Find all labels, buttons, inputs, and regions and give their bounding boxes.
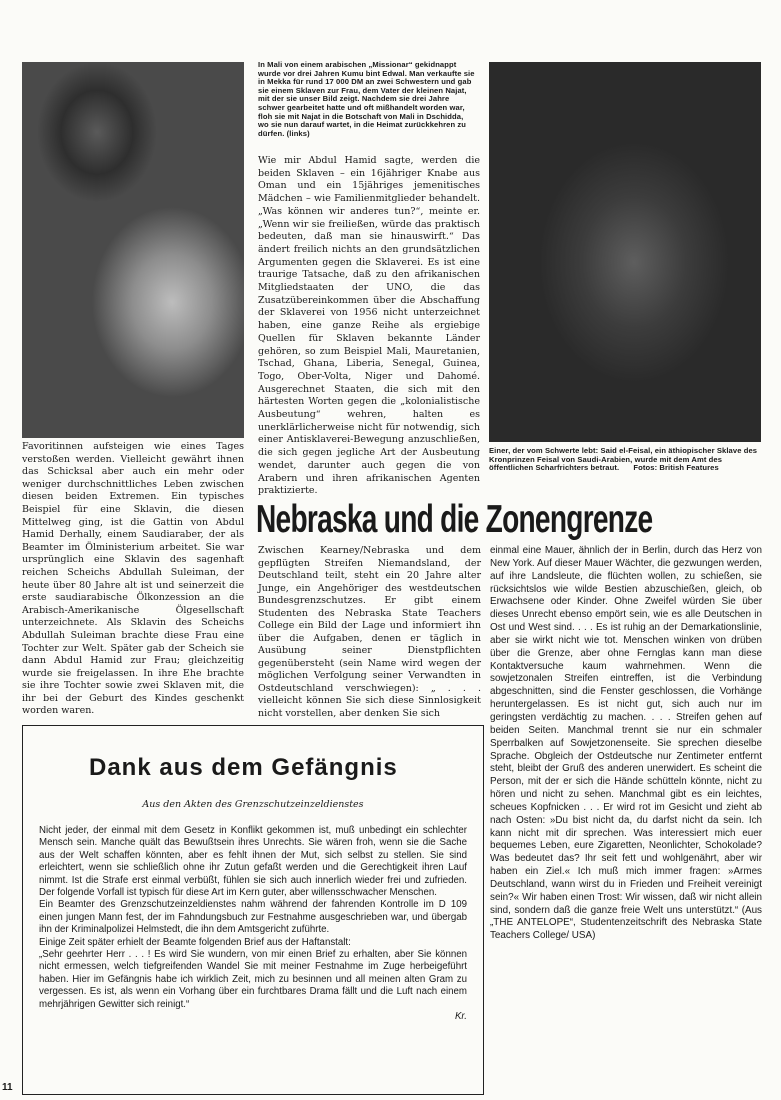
photo-executioner-portrait xyxy=(489,62,761,442)
box-paragraph: Ein Beamter des Grenzschutzeinzeldienstes nahm während der fahrenden Kontrolle im D 109 einen jungen Mann fest, der im Fahndungsbuch zur Festnahme ausgeschrieben war, und übergab ihn der Kriminalpolizei Helmstedt, die ihn dem Amtsgericht zuführte. xyxy=(39,899,467,936)
box-title: Dank aus dem Gefängnis xyxy=(89,754,398,781)
sidebar-box xyxy=(22,725,484,1095)
box-subtitle: Aus den Akten des Grenzschutzeinzeldienstes xyxy=(142,799,364,810)
middle-column-text: Wie mir Abdul Hamid sagte, werden die beiden Sklaven – ein 16jähriger Knabe aus Oman und ein 15jähriges jemenitisches Mädchen – wie Familienmitglieder behandelt. „Was können wir anderes tun?“, meinte er. „Wenn wir sie freiließen, würde das praktisch bedeuten, daß man sie hinauswirft.“ Das ändert freilich nichts an den grundsätzlichen Argumenten gegen die Sklaverei. Es ist eine traurige Tatsache, daß zu den afrikanischen Mitgliedstaaten der UNO, die das Zusatzübereinkommen über die Abschaffung der Sklaverei von 1956 nicht unterzeichnet haben, eine ganze Reihe als ergiebige Quellen für Sklaven bekannte Länder gehören, so zum Beispiel Mali, Mauretanien, Tschad, Ghana, Liberia, Senegal, Guinea, Togo, Ober-Volta, Niger und Dahomé. Ausgerechnet Staaten, die sich mit den härtesten Worten gegen die „kolonialistische Ausbeutung“ wehren, halten es unerklärlicherweise nicht für notwendig, sich einer Antisklaverei-Bewegung anzuschließen, die sich gegen jegliche Art der Ausbeutung wendet, darunter auch gegen die von Arabern und ihren afrikanischen Agenten praktizierte. xyxy=(258,155,480,497)
box-signature: Kr. xyxy=(454,1011,467,1023)
page-number: 11 xyxy=(2,1082,13,1093)
photo-caption-right: Einer, der vom Schwerte lebt: Said el-Feisal, ein äthiopischer Sklave des Kronprinzen Feisal von Saudi-Arabien, wurde mit dem Amt des öffentlichen Scharfrichters betraut. xyxy=(489,446,758,473)
box-paragraph: Einige Zeit später erhielt der Beamte folgenden Brief aus der Haftanstalt: xyxy=(39,936,351,948)
nebraska-column-2: einmal eine Mauer, ähnlich der in Berlin, durch das Herz von New York. Auf dieser Mauer Wächter, die gezwungen werden, auf ihre Landsleute, die flüchten wollen, zu schießen, sie rücksichtslos wie wilde Bestien abzuschießen, gleich, ob Erwachsene oder Kinder. Ohne Zweifel würden Sie über dieses Unrecht ebenso empört sein, wie es alle Deutschen in Ost und West sind. . . . Es ist ruhig an der Demarkationslinie, aber sie wirkt nicht wie tot. Menschen winken von drüben über die Grenze, aber ohne Fernglas kann man diese Kontaktversuche kaum wahrnehmen. Wenn die sowjetzonalen Streifen eintreffen, ist die Verbindung abgeschnitten, sind die Fenster geschlossen, die Vorhänge heruntergelassen. Es ist nicht gut, sich auch nur im geringsten verdächtig zu machen. . . . Streifen gehen auf beiden Seiten. Manchmal trennt sie nur ein schmaler Sperrbalken auf Sowjetzonenseite. Sie sprechen dieselbe Sprache. Obgleich der Ostdeutsche nur Zentimeter entfernt steht, bleibt der Gruß des anderen unerwidert. Es scheint die Person, mit der er sich die Hände schütteln könnte, nicht zu hören und nicht zu sehen. Manchmal gibt es ein leichtes, scheues Kopfnicken . . . Er wird rot im Gesicht und zieht ab nach Osten: »Du bist nicht da, du darfst nicht da sein. Ich kann nicht mit dir sprechen. Was interessiert mich euer bequemes Leben, eure Zigaretten, Neonlichter, Schokolade? Was bedeutet das? Ihr seit fett und wohlgenährt, aber wir haben ein Ziel.« Ich muß mich immer fragen: »Armes Deutschland, wann wirst du in Frieden und Freiheit vereinigt sein?« Wir haben einen Trost: Wir wissen, daß wir nicht allein sind, sondern daß die ganze freie Welt uns unterstützt.“ (Aus „THE ANTELOPE“, Studentenzeitschrift des Nebraska State Teachers College/ USA) xyxy=(490,545,762,942)
box-paragraph: Nicht jeder, der einmal mit dem Gesetz in Konflikt gekommen ist, muß unbedingt ein schlechter Mensch sein. Manche quält das Bewußtsein ihres Unrechts. Sie wären froh, wenn sie die Sache aus der Welt schaffen könnten, aber es fehlt ihnen der Mut, sich selbst zu stellen. Sie sind erleichtert, wenn sie schließlich ohne ihr Zutun gefaßt werden und die Gerechtigkeit ihren Lauf nimmt. Ist die Strafe erst einmal verbüßt, fühlen sie sich auch innerlich wieder frei und zufrieden. Der folgende Vorfall ist typisch für diese Art im Kern guter, aber willensschwacher Menschen. xyxy=(39,825,467,899)
photo-caption-left: In Mali von einem arabischen „Missionar“ gekidnappt wurde vor drei Jahren Kumu bint Edwal. Man verkaufte sie in Mekka für rund 17 000 DM an zwei Schwestern und gab sie einem Sklaven zur Frau, dem Vater der kleinen Najat, mit der sie unser Bild zeigt. Nachdem sie drei Jahre schwer gearbeitet hatte und oft mißhandelt worden war, floh sie mit Najat in die Botschaft von Mali in Dschidda, wo sie nun darauf wartet, in die Heimat zurückkehren zu dürfen. (links) xyxy=(258,60,475,138)
box-paragraph: „Sehr geehrter Herr . . . ! Es wird Sie wundern, von mir einen Brief zu erhalten, aber Sie können nicht ermessen, welch tiefgreifenden Wandel Sie mit meiner Festnahme im Zuge herbeigeführt haben. Hier im Gefängnis habe ich wirklich Zeit, mich zu besinnen und all meinen alten Gram zu vergessen. Es ist, als wenn ein Vorhang über ein furchtbares Drama fällt und die Luft nach einem mehrjährigen Gewitter sich reinigt.“ xyxy=(39,949,467,1010)
article-headline: Nebraska und die Zonengrenze xyxy=(256,498,653,541)
photo-credit: Fotos: British Features xyxy=(633,463,719,473)
left-column-text: Favoritinnen aufsteigen wie eines Tages verstoßen werden. Vielleicht gewährt ihnen das Schicksal aber auch ein mehr oder weniger durchschnittliches Leben zwischen diesen beiden Extremen. Ein typisches Beispiel für eine Sklavin, die diesen Mittelweg ging, ist die Gattin von Abdul Hamid Derhally, einem Saudiaraber, der als Beamter im Ölministerium arbeitet. Sie war ursprünglich eine Sklavin des sagenhaft reichen Scheichs Abdullah Suleiman, der heute über 80 Jahre alt ist und seinerzeit die erste saudiarabische Ölkonzession an die Arabisch-Amerikanische Ölgesellschaft unterzeichnete. Als Sklavin des Scheichs Abdullah Suleiman brachte diese Frau eine Tochter zur Welt. Später gab der Scheich sie dann Abdul Hamid zur Frau; gleichzeitig wurde sie freigelassen. In ihre Ehe brachte sie ihre Tochter sowie zwei Sklaven mit, die ihr bei der Geburt des Kindes geschenkt worden waren. xyxy=(22,441,244,717)
photo-mother-child xyxy=(22,62,244,438)
nebraska-column-1: Zwischen Kearney/Nebraska und dem gepflügten Streifen Niemandsland, der Deutschland teilt, steht ein 20 Jahre alter Junge, ein Angehöriger des westdeutschen Bundesgrenzschutzes. Er gibt einem Studenten des Nebraska State Teachers College ein Bild der Lage und informiert ihn über die Aufgaben, denen er täglich in Ausübung seiner Dienstpflichten gegenübersteht (sein Name wird wegen der möglichen Verfolgung seiner Verwandten in Ostdeutschland verschwiegen): „ . . . vielleicht können Sie sich diese Sinnlosigkeit nicht vorstellen, aber denken Sie sich xyxy=(258,545,481,719)
box-body xyxy=(39,825,467,1024)
